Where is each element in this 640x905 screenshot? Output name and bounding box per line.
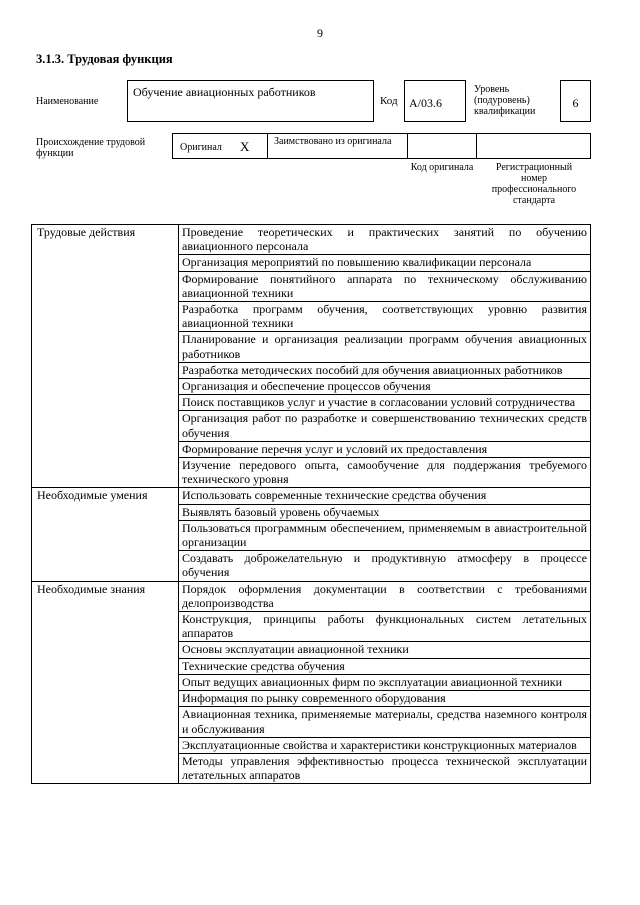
group-title: Трудовые действия: [32, 225, 179, 488]
row-text: Выявлять базовый уровень обучаемых: [179, 504, 591, 520]
row-text: Методы управления эффективностью процесса технической эксплуатации летательных аппаратов: [179, 753, 591, 783]
group-title: Необходимые знания: [32, 581, 179, 784]
page-number: 9: [317, 26, 323, 40]
level-value-box: [560, 80, 591, 122]
row-text: Пользоваться программным обеспечением, применяемым в авиастроительной организации: [179, 520, 591, 550]
code-value: A/03.6: [409, 96, 442, 110]
origin-label: Происхождение трудовой функции: [36, 137, 146, 159]
row-text: Опыт ведущих авиационных фирм по эксплуатации авиационной техники: [179, 674, 591, 690]
row-text: Организация и обеспечение процессов обучения: [179, 379, 591, 395]
row-text: Информация по рынку современного оборудования: [179, 691, 591, 707]
code-original-box: [407, 133, 477, 159]
section-title: 3.1.3. Трудовая функция: [36, 52, 173, 66]
labor-function-table: [31, 224, 591, 784]
row-text: Конструкция, принципы работы функциональных систем летательных аппаратов: [179, 612, 591, 642]
row-text: Планирование и организация реализации программ обучения авиационных работников: [179, 332, 591, 362]
row-text: Проведение теоретических и практических занятий по обучению авиационного персонала: [179, 225, 591, 255]
table-row: [32, 581, 591, 611]
row-text: Технические средства обучения: [179, 658, 591, 674]
row-text: Разработка методических пособий для обучения авиационных работников: [179, 362, 591, 378]
row-text: Основы эксплуатации авиационной техники: [179, 642, 591, 658]
table-row: [32, 488, 591, 504]
code-original-caption: Код оригинала: [410, 162, 474, 173]
row-text: Формирование понятийного аппарата по техническому обслуживанию авиационной техники: [179, 271, 591, 301]
row-text: Изучение передового опыта, самообучение для поддержания требуемого технического уровня: [179, 458, 591, 488]
table-row: [32, 225, 591, 255]
row-text: Организация мероприятий по повышению квалификации персонала: [179, 255, 591, 271]
name-value-box: [127, 80, 374, 122]
row-text: Организация работ по разработке и совершенствованию технических средств обучения: [179, 411, 591, 441]
row-text: Авиационная техника, применяемые материалы, средства наземного контроля и обслуживания: [179, 707, 591, 737]
row-text: Порядок оформления документации в соответствии с требованиями делопроизводства: [179, 581, 591, 611]
row-text: Эксплуатационные свойства и характеристики конструкционных материалов: [179, 737, 591, 753]
reg-number-caption: Регистрационный номер профессионального стандарта: [491, 162, 577, 206]
row-text: Формирование перечня услуг и условий их предоставления: [179, 441, 591, 457]
code-value-box: [404, 80, 466, 122]
row-text: Поиск поставщиков услуг и участие в согласовании условий сотрудничества: [179, 395, 591, 411]
level-value: 6: [572, 96, 579, 110]
code-label: Код: [380, 95, 398, 107]
borrowed-label: Заимствовано из оригинала: [274, 136, 392, 147]
name-label: Наименование: [36, 96, 99, 107]
original-label: Оригинал: [180, 142, 222, 153]
original-mark: X: [240, 139, 250, 154]
row-text: Создавать доброжелательную и продуктивную атмосферу в процессе обучения: [179, 551, 591, 581]
row-text: Разработка программ обучения, соответствующих уровню развития авиационной техники: [179, 302, 591, 332]
row-text: Использовать современные технические средства обучения: [179, 488, 591, 504]
level-label: Уровень (подуровень) квалификации: [474, 84, 536, 117]
name-value: Обучение авиационных работников: [133, 85, 316, 99]
reg-number-box: [476, 133, 591, 159]
group-title: Необходимые умения: [32, 488, 179, 581]
